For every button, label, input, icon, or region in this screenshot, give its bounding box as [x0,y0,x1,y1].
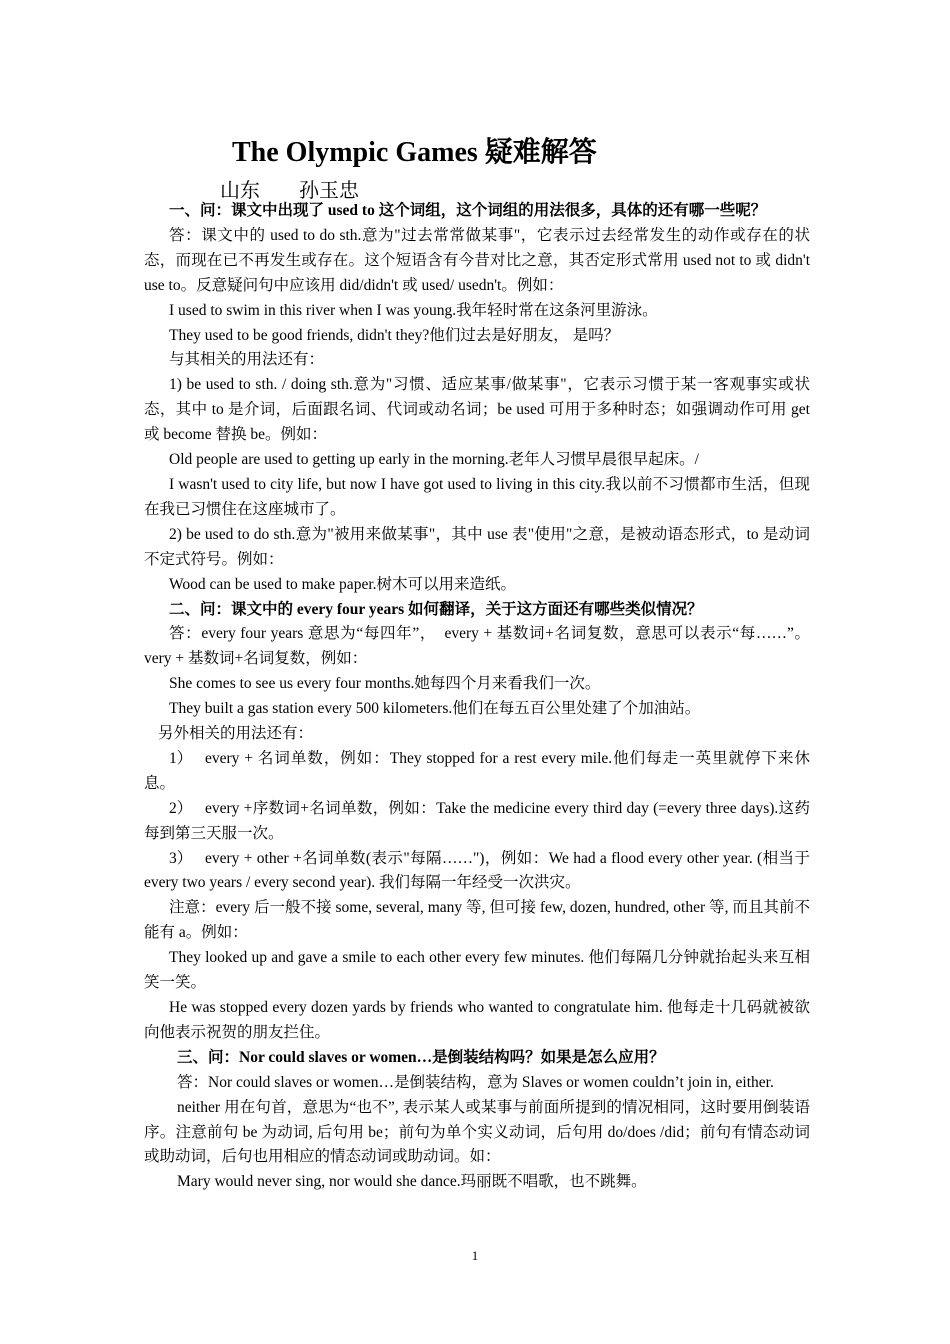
answer-3: 答：Nor could slaves or women…是倒装结构，意为 Slaves or women couldn’t join in, either. [177,1073,774,1091]
usage-2: 2) be used to do sth.意为"被用来做某事"，其中 use 表"使用"之意，是被动语态形式，to 是动词不定式符号。例如： [144,525,810,568]
example-sentence: Wood can be used to make paper.树木可以用来造纸。 [169,575,517,593]
example-sentence: He was stopped every dozen yards by friends who wanted to congratulate him. 他每走十几码就被欲向他表示祝贺的朋友拦住。 [144,999,810,1041]
page-number: 1 [471,1248,479,1263]
answer-2: 答：every four years 意思为“每四年”， every + 基数词+名词复数，意思可以表示“每……”。very + 基数词+名词复数，例如： [144,625,810,668]
example-sentence: Old people are used to getting up early in the morning.老年人习惯早晨很早起床。/ [169,451,699,469]
note: 注意：every 后一般不接 some, several, many 等, 但可接 few, dozen, hundred, other 等, 而且其前不能有 a。例如： [144,899,810,942]
list-number: 3） [169,849,193,867]
numbered-usage-text: every +序数词+名词单数，例如：Take the medicine every third day (=every three days).这药每到第三天服一次。 [144,799,810,842]
example-sentence: I used to swim in this river when I was young.我年轻时常在这条河里游泳。 [169,301,658,319]
example-sentence: She comes to see us every four months.她每四个月来看我们一次。 [169,675,601,693]
answer-1: 答：课文中的 used to do sth.意为"过去常常做某事"，它表示过去经常发生的动作或存在的状态，而现在已不再发生或存在。这个短语含有今昔对比之意，其否定形式常用 used not to 或 didn't use to。反意疑问句中应该用 did/didn't 或 used/ usedn't。例如： [144,226,810,294]
usage-1: 1) be used to sth. / doing sth.意为"习惯、适应某事/做某事"，它表示习惯于某一客观事实或状态，其中 to 是介词，后面跟名词、代词或动名词；be used 可用于多种时态；如强调动作可用 get 或 become 替换 be。例如： [144,376,810,444]
author-line: 山东 孙玉忠 [220,180,359,202]
document-body [144,199,810,1195]
related-usage-heading: 与其相关的用法还有： [169,351,325,369]
numbered-usage-text: every + other +名词单数(表示"每隔……")，例如：We had a flood every other year. (相当于 every two years / every second year). 我们每隔一年经受一次洪灾。 [144,849,810,892]
question-3: 三、问：Nor could slaves or women…是倒装结构吗？如果是怎么应用？ [177,1048,665,1066]
question-2: 二、问：课文中的 every four years 如何翻译，关于这方面还有哪些类似情况？ [169,600,703,618]
numbered-usage-3 [144,847,810,897]
list-number: 2） [169,799,193,817]
question-1: 一、问：课文中出现了 used to 这个词组，这个词组的用法很多，具体的还有哪一些呢？ [169,202,767,219]
usage-3: neither 用在句首，意思为“也不”, 表示某人或某事与前面所提到的情况相同，这时要用倒装语序。注意前句 be 为动词, 后句用 be；前句为单个实义动词，后句用 do/does /did；前句有情态动词或助动词，后句也用相应的情态动词或助动词。如： [144,1098,810,1166]
numbered-usage-1 [144,747,810,797]
example-sentence: They built a gas station every 500 kilometers.他们在每五百公里处建了个加油站。 [169,700,701,718]
example-sentence: They used to be good friends, didn't they?他们过去是好朋友， 是吗？ [169,326,620,344]
numbered-usage-2 [144,797,810,847]
related-usage-heading: 另外相关的用法还有： [158,725,314,743]
example-sentence: I wasn't used to city life, but now I have got used to living in this city.我以前不习惯都市生活，但现在我已习惯住在这座城市了。 [144,475,810,518]
example-sentence: They looked up and gave a smile to each other every few minutes. 他们每隔几分钟就抬起头来互相笑一笑。 [144,949,810,992]
example-sentence: Mary would never sing, nor would she dance.玛丽既不唱歌，也不跳舞。 [177,1173,647,1191]
numbered-usage-text: every + 名词单数，例如：They stopped for a rest every mile.他们每走一英里就停下来休息。 [144,749,810,792]
document-title: The Olympic Games 疑难解答 [232,137,597,168]
list-number: 1） [169,749,193,767]
